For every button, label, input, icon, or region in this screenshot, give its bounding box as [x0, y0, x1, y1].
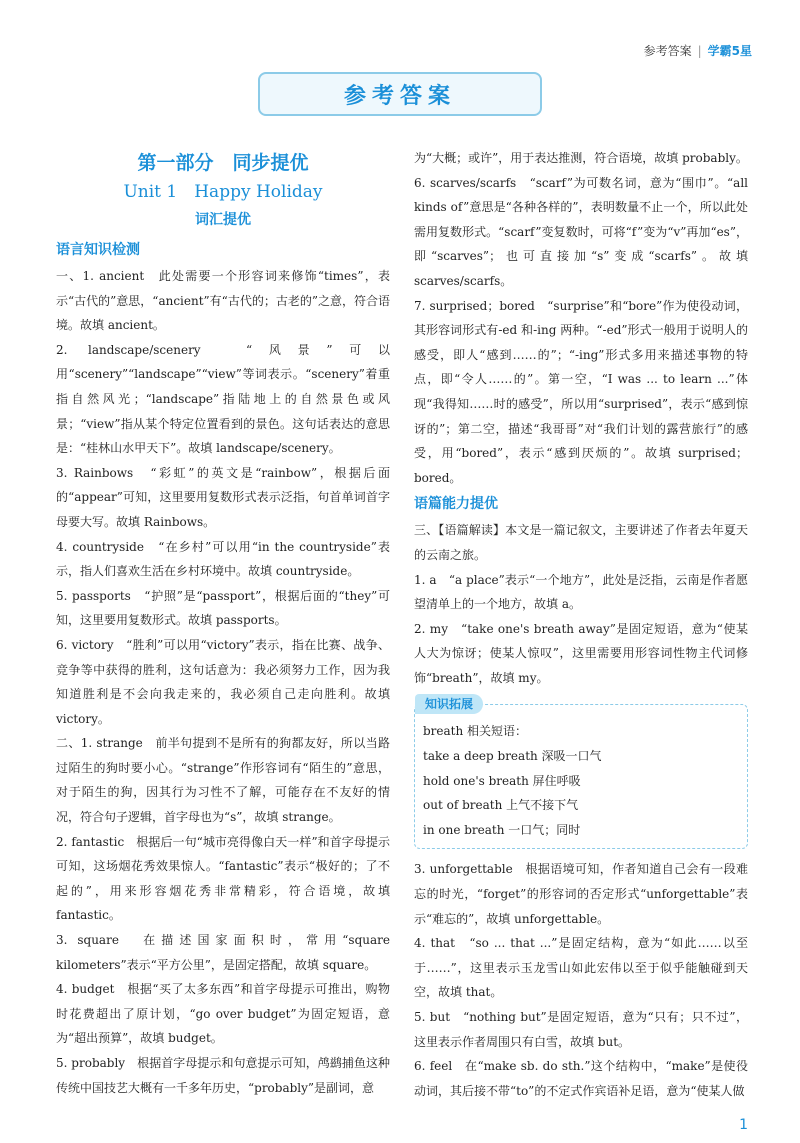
title-banner — [258, 72, 542, 116]
answer-paragraph: 3. Rainbows “彩虹”的英文是“rainbow”，根据后面的“appear”可知，这里要用复数形式表示泛指，句首单词首字母要大写。故填 Rainbows。 — [56, 465, 390, 529]
answer-paragraph: 1. a “a place”表示“一个地方”，此处是泛指，云南是作者愿望清单上的一个地方，故填 a。 — [414, 572, 748, 612]
header-label: 参考答案 — [643, 44, 692, 58]
knowledge-expansion-tag: 知识拓展 — [415, 694, 483, 714]
answer-paragraph: 6. victory “胜利”可以用“victory”表示，指在比赛、战争、竞争等中获得的胜利，这句话意为：我必须努力工作，因为我知道胜利是不会向我走来的，我必须自己走向胜利。故填 victory。 — [56, 637, 390, 726]
page-number: 1 — [739, 1117, 748, 1133]
answer-paragraph: 4. budget 根据“买了太多东西”和首字母提示可推出，购物时花费超出了原计划，“go over budget”为固定短语，意为“超出预算”，故填 budget。 — [56, 982, 390, 1046]
answer-paragraph: 4. countryside “在乡村”可以用“in the countryside”表示，指人们喜欢生活在乡村环境中。故填 countryside。 — [56, 539, 390, 579]
answer-paragraph: 2. fantastic 根据后一句“城市亮得像白天一样”和首字母提示可知，这场烟花秀效果惊人。“fantastic”表示“极好的；了不起的”，用来形容烟花秀非常精彩，符合语境，故填 fantastic。 — [56, 834, 390, 923]
banner-title: 参考答案 — [343, 83, 456, 109]
answer-paragraph: 6. scarves/scarfs “scarf”为可数名词，意为“围巾”。“all kinds of”意思是“各种各样的”，表明数量不止一个，所以此处需用复数形式。“scarf”变复数时，可将“f”变为“v”再加“es”，即“scarves”；也可直接加“s”变成“scarfs”。故填 scarves/scarfs。 — [414, 175, 748, 288]
left-column — [56, 146, 390, 1100]
right-column — [414, 146, 748, 1103]
knowledge-line: in one breath 一口气；同时 — [423, 822, 581, 837]
answer-paragraph: 5. but “nothing but”是固定短语，意为“只有；只不过”，这里表示作者周围只有白雪，故填 but。 — [414, 1010, 748, 1049]
page-header — [644, 42, 752, 59]
brand-logo: 学霸5星 — [707, 44, 752, 58]
header-separator: | — [697, 43, 702, 58]
answer-paragraph: 二、1. strange 前半句提到不是所有的狗都友好，所以当路过陌生的狗时要小心。“strange”作形容词有“陌生的”意思，对于陌生的狗，因其行为习性不了解，可能存在不友好的情况，符合句子逻辑，首字母也为“s”，故填 strange。 — [56, 736, 390, 825]
unit-title: Unit 1 Happy Holiday — [123, 182, 323, 202]
knowledge-line: breath 相关短语： — [423, 724, 528, 739]
knowledge-expansion-box — [414, 697, 748, 849]
answer-paragraph: 3. unforgettable 根据语境可知，作者知道自己会有一段难忘的时光，“forget”的形容词的否定形式“unforgettable”表示“难忘的”，故填 unforgettable。 — [414, 862, 748, 926]
knowledge-line: out of breath 上气不接下气 — [423, 798, 579, 813]
part-title: 第一部分 同步提优 — [137, 152, 309, 174]
section-heading-language-knowledge: 语言知识检测 — [56, 242, 140, 258]
answer-paragraph: 2. my “take one's breath away”是固定短语，意为“使某人大为惊讶；使某人惊叹”，这里需要用形容词性物主代词修饰“breath”，故填 my。 — [414, 621, 748, 685]
answer-paragraph: 7. surprised；bored “surprise”和“bore”作为使役动词，其形容词形式有-ed 和-ing 两种。“-ed”形式一般用于说明人的感受，即人“感到……的”；“-ing”形式多用来描述事物的特点，即“令人……的”。第一空，“I was ... to learn ...”体现“我得知……时的感受”，所以用“surprised”，表示“感到惊讶的”；第二空，描述“我哥哥”对“我们计划的露营旅行”的感受，用“bored”，表示“感到厌烦的”。故填 surprised；bored。 — [414, 298, 748, 485]
answer-paragraph: 5. passports “护照”是“passport”，根据后面的“they”可知，这里要用复数形式。故填 passports。 — [56, 588, 390, 628]
answer-paragraph: 3. square 在描述国家面积时，常用“square kilometers”表示“平方公里”，是固定搭配，故填 square。 — [56, 933, 390, 972]
answer-paragraph: 一、1. ancient 此处需要一个形容词来修饰“times”，表示“古代的”意思，“ancient”有“古代的；古老的”之意，符合语境。故填 ancient。 — [56, 269, 390, 333]
answer-paragraph: 6. feel 在“make sb. do sth.”这个结构中，“make”是使役动词，其后接不带“to”的不定式作宾语补足语，意为“使某人做 — [414, 1059, 748, 1098]
knowledge-line: take a deep breath 深吸一口气 — [423, 749, 602, 764]
passage-summary: 三、【语篇解读】本文是一篇记叙文，主要讲述了作者去年夏天的云南之旅。 — [414, 523, 748, 562]
answer-paragraph: 2. landscape/scenery “风景”可以用“scenery”“landscape”“view”等词表示。“scenery”着重指自然风光；“landscape”指陆地上的自然景色或风景；“view”指从某个特定位置看到的景色。这句话表达的意思是：“桂林山水甲天下”。故填 landscape/scenery。 — [56, 342, 390, 456]
answer-paragraph: 4. that “so ... that ...”是固定结构，意为“如此……以至于……”，这里表示玉龙雪山如此宏伟以至于似乎能触碰到天空，故填 that。 — [414, 936, 748, 1000]
section-heading-discourse: 语篇能力提优 — [414, 496, 498, 513]
answer-paragraph: 5. probably 根据首字母提示和句意提示可知，鸬鹚捕鱼这种传统中国技艺大概有一千多年历史，“probably”是副词，意 — [56, 1056, 390, 1095]
knowledge-line: hold one's breath 屏住呼吸 — [423, 773, 581, 788]
section-subtitle: 词汇提优 — [195, 212, 251, 228]
answer-paragraph: 为“大概；或许”，用于表达推测，符合语境，故填 probably。 — [414, 151, 748, 165]
